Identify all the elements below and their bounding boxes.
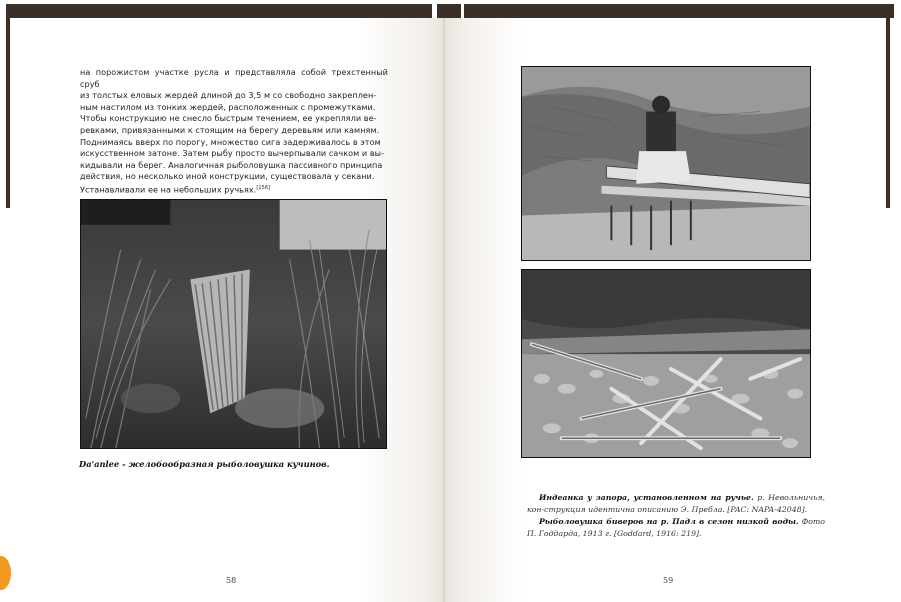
photo-fish-trap <box>80 199 387 449</box>
page-number-left: 58 <box>226 576 237 585</box>
frame-top-middle <box>437 4 461 18</box>
body-line: действия, но несколько иной конструкции, существовала у секани. <box>80 171 375 182</box>
right-page <box>445 18 886 602</box>
body-line: ным настилом из тонких жердей, расположенных с промежутками. <box>80 101 376 112</box>
body-line: Поднимаясь вверх по порогу, множество сига задерживалось в этом <box>80 136 381 147</box>
caption-2-rest: Фото П. Годдарда, 1913 г. [Goddard, 1916: 219]. <box>527 517 825 538</box>
frame-top-left <box>6 4 432 18</box>
caption-1-rest: р. Невольничья, кон-струкция идентична описанию Э. Пребла. [PAC: NAPA-42048]. <box>527 493 825 514</box>
right-photo-captions <box>527 492 825 540</box>
caption-1-bold: Индеанка у запора, установленном на ручье. <box>539 493 754 502</box>
left-photo-caption: Da'anlee - желобообразная рыболовушка кучинов. <box>79 459 330 469</box>
body-line: кидывали на берег. Аналогичная рыболовушка пассивного принципа <box>80 159 383 170</box>
body-line: на порожистом участке русла и представляла собой трехстенный сруб <box>80 67 388 89</box>
footnote-ref: [156] <box>256 184 271 191</box>
body-line-text: Устанавливали ее на небольших ручьях. <box>80 184 257 195</box>
left-page-body-text <box>80 67 388 196</box>
caption-beaver-trap <box>527 516 825 540</box>
left-page <box>10 18 445 602</box>
body-line: ревками, привязанными к стоящим на берегу деревьям или камням. <box>80 124 380 135</box>
caption-2-bold: Рыболовушка биверов на р. Падл в сезон низкой воды. <box>539 517 799 526</box>
body-line: искусственном затоне. Затем рыбу просто вычерпывали сачком и вы- <box>80 148 385 159</box>
caption-woman-at-weir <box>527 492 825 516</box>
body-line: Чтобы конструкцию не снесло быстрым течением, ее укрепляли ве- <box>80 113 377 124</box>
body-line: из толстых еловых жердей длиной до 3,5 м со свободно закреплен- <box>80 90 377 101</box>
viewer-top-strip <box>0 0 901 18</box>
frame-top-right <box>464 4 894 18</box>
body-line-last <box>80 183 388 196</box>
photo-woman-at-weir <box>521 66 811 261</box>
photo-beaver-fish-trap <box>521 269 811 458</box>
page-number-right: 59 <box>663 576 674 585</box>
